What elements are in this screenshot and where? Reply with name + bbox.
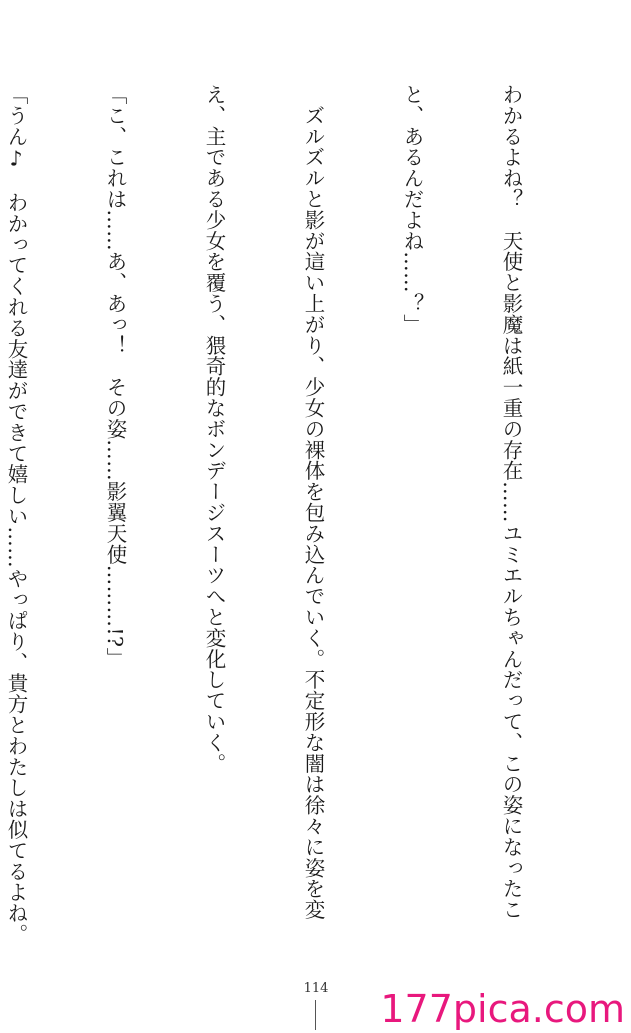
page-number: 114: [303, 981, 329, 996]
text-line: ズルズルと影が這い上がり、少女の裸体を包み込んでいく。不定形な闇は徐々に姿を変: [301, 84, 325, 920]
text-line: え、主である少女を覆う、猥奇的なボンデージスーツへと変化していく。: [202, 84, 226, 774]
text-line: 「うん♪ わかってくれる友達ができて嬉しい……やっぱり、貴方とわたしは似てるよね。: [4, 84, 28, 945]
watermark: 177pica.com: [380, 987, 625, 1031]
text-line: 「こ、これは……あ、あっ！ その姿……影翼天使………!?」: [103, 84, 127, 669]
text-line: わかるよね？ 天使と影魔は紙一重の存在……ユミエルちゃんだって、この姿になったこ: [499, 84, 523, 920]
page-number-rule: [315, 1000, 316, 1030]
text-line: と、あるんだよね……？」: [400, 84, 424, 335]
vertical-text-body: [0, 84, 593, 944]
